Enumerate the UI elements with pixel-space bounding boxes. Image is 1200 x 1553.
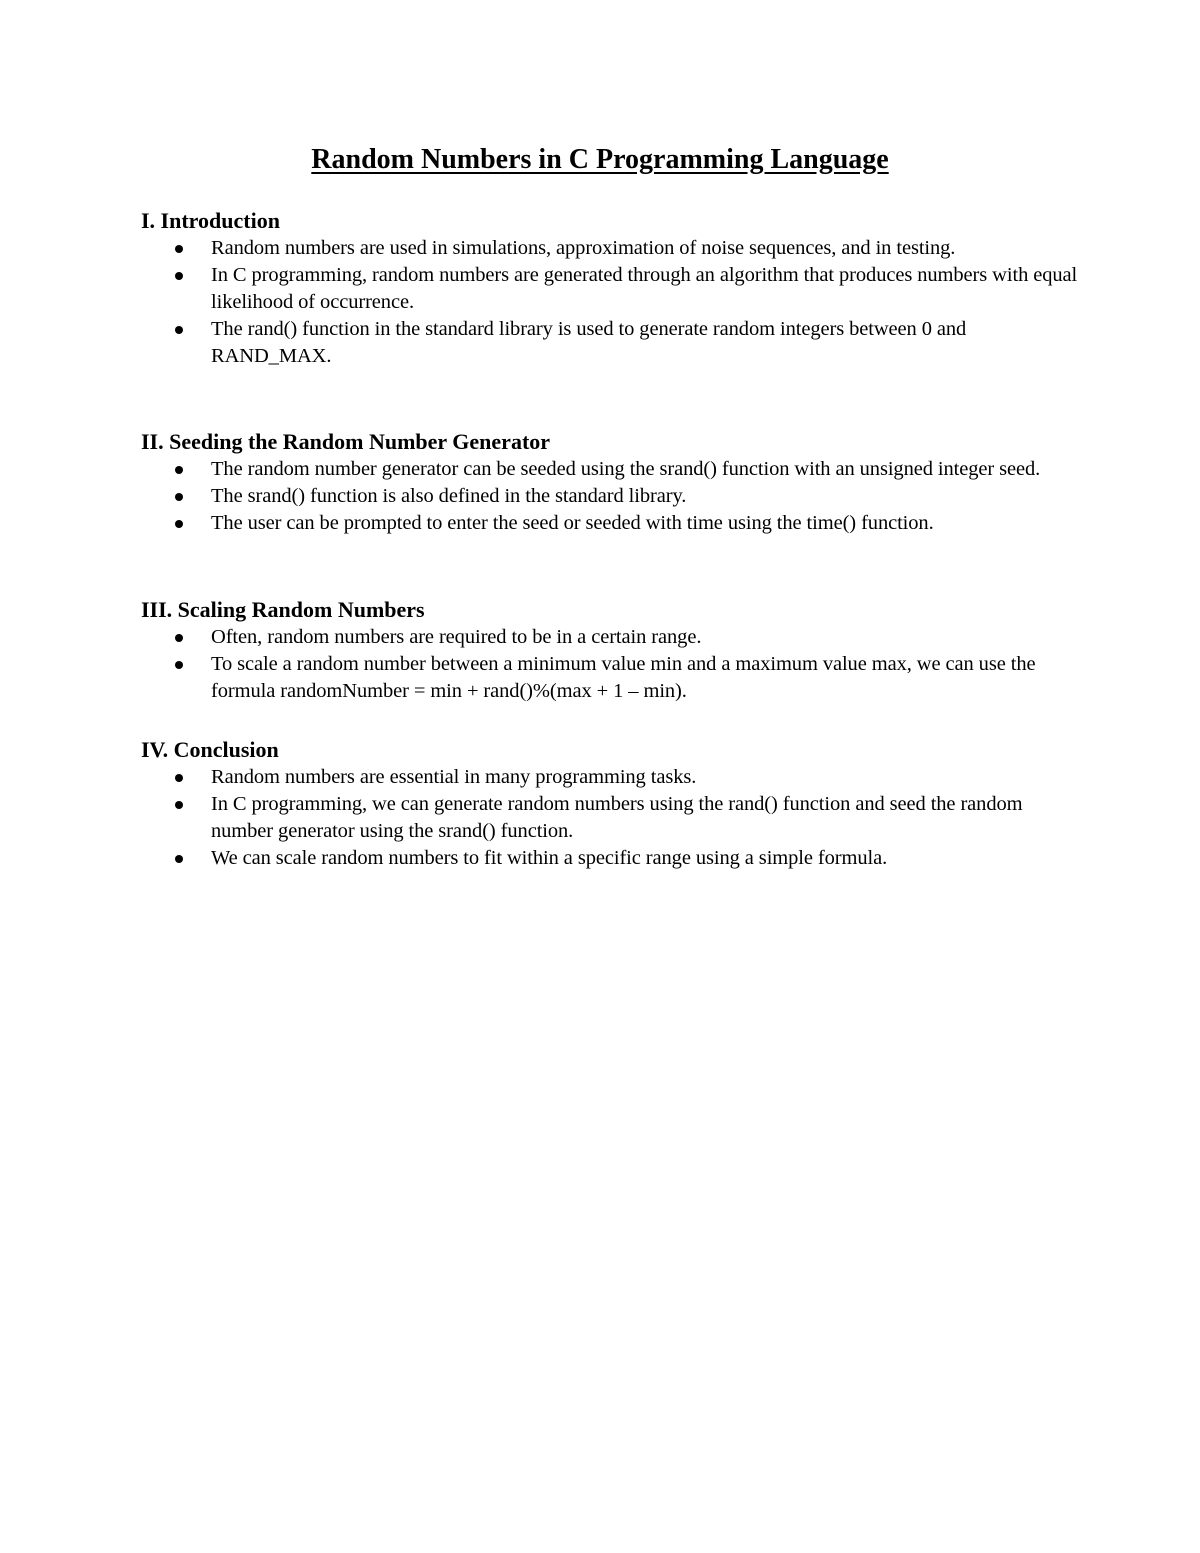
list-item bbox=[141, 235, 1081, 262]
section-conclusion bbox=[141, 736, 1081, 872]
list-item bbox=[141, 845, 1081, 872]
list-item bbox=[141, 651, 1081, 705]
list-item-text: In C programming, random numbers are generated through an algorithm that produces numbers with equal likelihood of occurrence. bbox=[211, 264, 1078, 313]
section-heading: IV. Conclusion bbox=[141, 737, 279, 762]
bullet-icon bbox=[175, 466, 183, 474]
bullet-icon bbox=[175, 245, 183, 253]
list-item bbox=[141, 456, 1081, 483]
bullet-icon bbox=[175, 634, 183, 642]
bullet-icon bbox=[175, 493, 183, 501]
list-item-text: Random numbers are used in simulations, approximation of noise sequences, and in testing. bbox=[211, 237, 956, 259]
bullet-list bbox=[141, 235, 1081, 370]
list-item bbox=[141, 791, 1081, 845]
section-scaling bbox=[141, 596, 1081, 705]
bullet-list bbox=[141, 456, 1081, 537]
list-item-text: We can scale random numbers to fit within a specific range using a simple formula. bbox=[211, 847, 888, 869]
list-item bbox=[141, 262, 1081, 316]
bullet-icon bbox=[175, 520, 183, 528]
list-item bbox=[141, 316, 1081, 370]
bullet-icon bbox=[175, 774, 183, 782]
list-item-text: The srand() function is also defined in the standard library. bbox=[211, 485, 687, 507]
list-item-text: Often, random numbers are required to be in a certain range. bbox=[211, 626, 702, 648]
list-item bbox=[141, 764, 1081, 791]
section-heading: III. Scaling Random Numbers bbox=[141, 597, 425, 622]
list-item-text: Random numbers are essential in many programming tasks. bbox=[211, 766, 697, 788]
section-heading: I. Introduction bbox=[141, 208, 280, 233]
bullet-list bbox=[141, 764, 1081, 872]
bullet-icon bbox=[175, 272, 183, 280]
bullet-icon bbox=[175, 801, 183, 809]
list-item bbox=[141, 624, 1081, 651]
bullet-icon bbox=[175, 855, 183, 863]
document-title: Random Numbers in C Programming Language bbox=[311, 144, 889, 175]
list-item bbox=[141, 510, 1081, 537]
list-item-text: The rand() function in the standard library is used to generate random integers between 0 and RAND_MAX. bbox=[211, 318, 967, 367]
list-item-text: The user can be prompted to enter the seed or seeded with time using the time() function. bbox=[211, 512, 934, 534]
list-item-text: To scale a random number between a minimum value min and a maximum value max, we can use the formula randomNumber = min + rand()%(max + 1 – min). bbox=[211, 653, 1036, 702]
section-seeding bbox=[141, 428, 1081, 537]
bullet-icon bbox=[175, 661, 183, 669]
list-item-text: The random number generator can be seeded using the srand() function with an unsigned integer seed. bbox=[211, 458, 1041, 480]
list-item-text: In C programming, we can generate random numbers using the rand() function and seed the random number generator using the srand() function. bbox=[211, 793, 1023, 842]
bullet-icon bbox=[175, 326, 183, 334]
list-item bbox=[141, 483, 1081, 510]
bullet-list bbox=[141, 624, 1081, 705]
section-heading: II. Seeding the Random Number Generator bbox=[141, 429, 551, 454]
section-introduction bbox=[141, 207, 1081, 370]
